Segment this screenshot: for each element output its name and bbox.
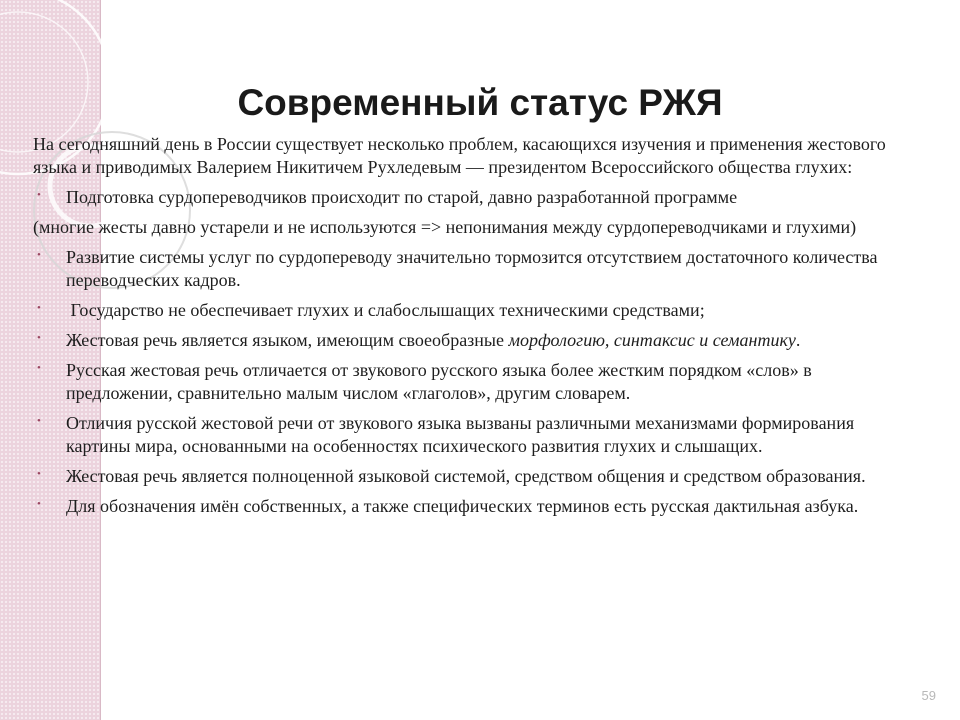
bullet-text [66,330,800,350]
bullet-marker: • [37,362,41,374]
bullet-text: Для обозначения имён собственных, а также специфических терминов есть русская дактильная азбука. [66,496,859,516]
bullet-marker: • [37,302,41,314]
bullet-marker: • [37,468,41,480]
bullet-item-5 [33,359,913,405]
bullet-text-end: . [795,330,801,350]
slide-body [33,133,913,525]
slide-title: Современный статус РЖЯ [237,82,723,123]
bullet-text: Развитие системы услуг по сурдопереводу значительно тормозится отсутствием достаточного количества переводческих кадров. [66,247,878,290]
bullet-item-3 [33,299,913,322]
bullet-marker: • [37,332,41,344]
bullet-marker: • [37,415,41,427]
bullet-text: Государство не обеспечивает глухих и слабослышащих техническими средствами; [66,300,705,320]
bullet-marker: • [37,498,41,510]
bullet-marker: • [37,189,41,201]
bullet-text: Жестовая речь является полноценной языковой системой, средством общения и средством образования. [66,466,866,486]
bullet-item-1 [33,186,913,209]
bullet-item-8 [33,495,913,518]
bullet-item-2 [33,246,913,292]
bullet-text: Подготовка сурдопереводчиков происходит по старой, давно разработанной программе [66,187,738,207]
bullet-text-start: Жестовая речь является языком, имеющим своеобразные [66,330,509,350]
bullet-marker: • [37,249,41,261]
intro-paragraph: На сегодняшний день в России существует несколько проблем, касающихся изучения и применения жестового языка и приводимых Валерием Никитичем Рухледевым — президентом Всероссийского общества глухих: [33,134,886,177]
bullet-text: Отличия русской жестовой речи от звукового языка вызваны различными механизмами формирования картины мира, основанными на особенностях психического развития глухих и слышащих. [66,413,855,456]
bullet-item-7 [33,465,913,488]
bullet-item-4 [33,329,913,352]
note-paragraph: (многие жесты давно устарели и не используются => непонимания между сурдопереводчиками и глухими) [33,217,857,237]
bullet-item-6 [33,412,913,458]
bullet-text-italic: морфологию, синтаксис и семантику [508,330,796,350]
bullet-text: Русская жестовая речь отличается от звукового русского языка более жестким порядком «слов» в предложении, сравнительно малым числом «глаголов», другим словарем. [66,360,812,403]
page-number: 59 [921,688,936,703]
